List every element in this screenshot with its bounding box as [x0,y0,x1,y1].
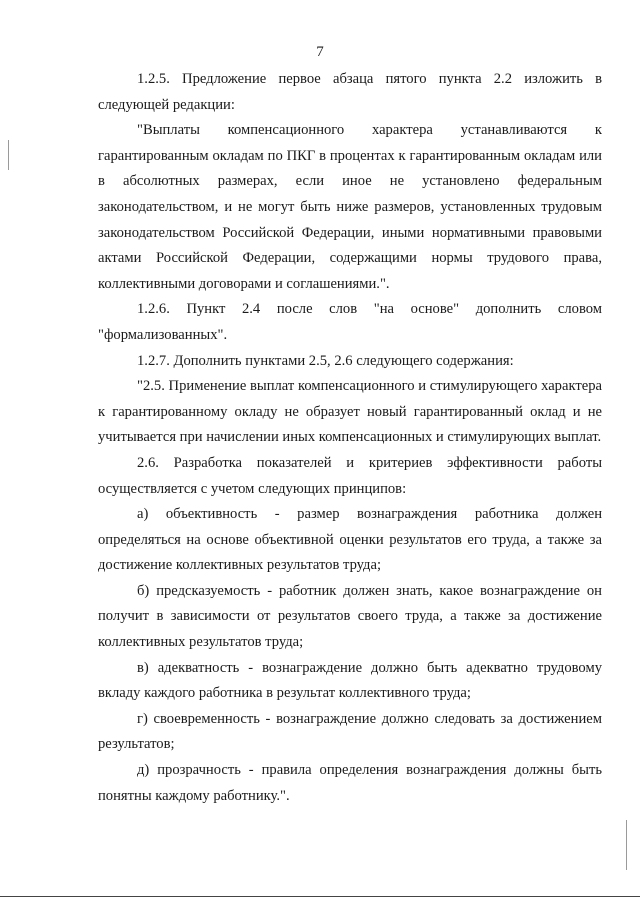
paragraph-quote-compensation: "Выплаты компенсационного характера устанавливаются к гарантированным окладам по ПКГ в процентах к гарантированным окладам или в абсолютных размерах, если иное не установлено федеральным законодательством, и не могут быть ниже размеров, установленных трудовым законодательством Российской Федерации, иными нормативными правовыми актами Российской Федерации, содержащими нормы трудового права, коллективными договорами и соглашениями.". [98,122,602,292]
paragraph-1-2-6: 1.2.6. Пункт 2.4 после слов "на основе" дополнить словом "формализованных". [98,301,602,343]
list-item-g: г) своевременность - вознаграждение должно следовать за достижением результатов; [98,710,602,753]
list-item-b: б) предсказуемость - работник должен знать, какое вознаграждение он получит в зависимости от результатов своего труда, а также за достижение коллективных результатов труда; [98,582,602,651]
document-body [98,67,602,809]
scan-artifact-right [626,820,627,870]
scan-artifact-left [8,140,9,170]
paragraph-2-6: 2.6. Разработка показателей и критериев эффективности работы осуществляется с учетом следующих принципов: [98,454,602,497]
paragraph-1-2-5: 1.2.5. Предложение первое абзаца пятого пункта 2.2 изложить в следующей редакции: [98,71,602,113]
paragraph-2-5: "2.5. Применение выплат компенсационного и стимулирующего характера к гарантированному окладу не образует новый гарантированный оклад и не учитывается при начислении иных компенсационных и стимулирующих выплат. [98,378,602,446]
list-item-d: д) прозрачность - правила определения вознаграждения должны быть понятны каждому работнику.". [98,762,602,804]
list-item-v: в) адекватность - вознаграждение должно быть адекватно трудовому вкладу каждого работника в результат коллективного труда; [98,659,602,702]
paragraph-1-2-7: 1.2.7. Дополнить пунктами 2.5, 2.6 следующего содержания: [137,352,514,369]
list-item-a: а) объективность - размер вознаграждения работника должен определяться на основе объективной оценки результатов его труда, а также за достижение коллективных результатов труда; [98,506,602,574]
scan-bottom-edge [0,896,640,897]
page-number: 7 [316,44,324,60]
